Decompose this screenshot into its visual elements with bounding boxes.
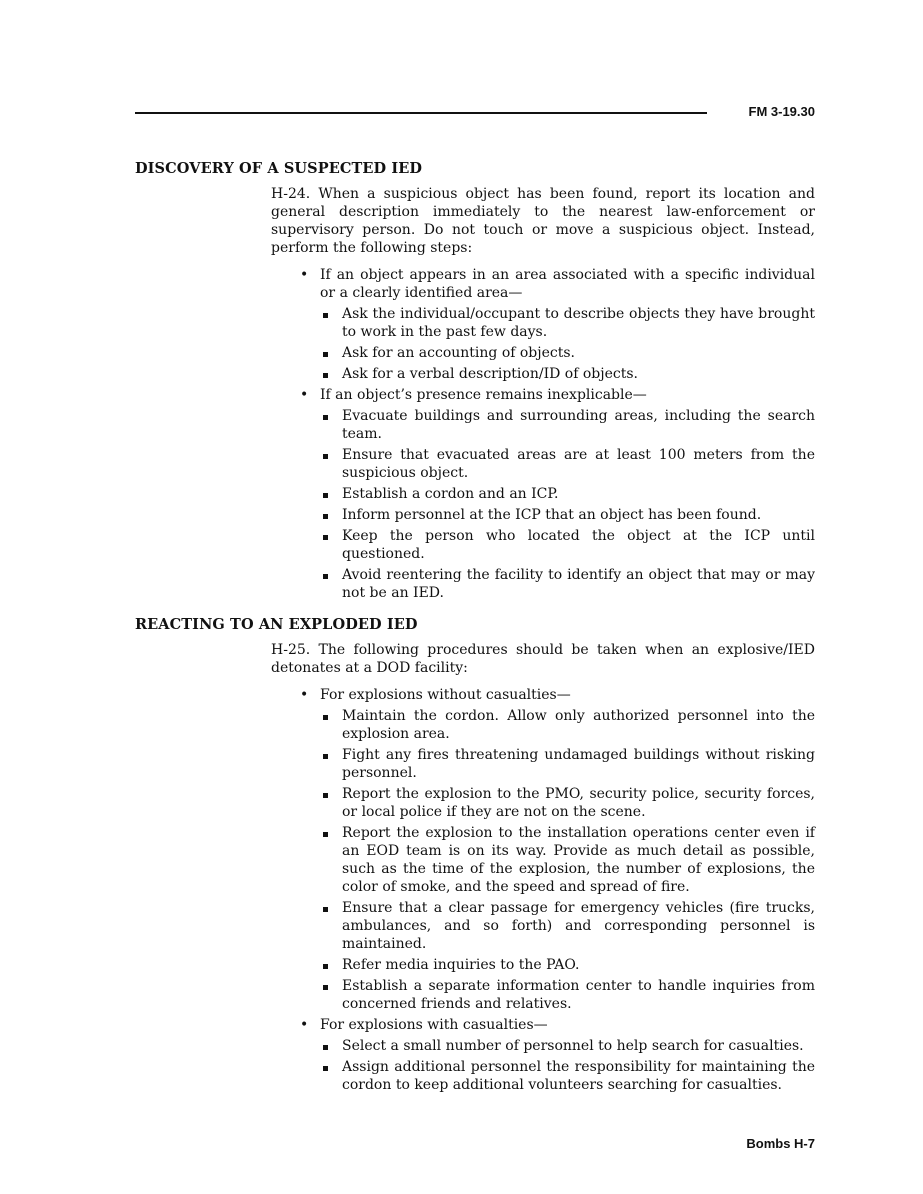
sub-item bbox=[320, 1037, 815, 1055]
sub-item bbox=[320, 1058, 815, 1094]
sub-item bbox=[320, 485, 815, 503]
bullet-text: For explosions without casualties— bbox=[320, 687, 571, 703]
sub-item bbox=[320, 344, 815, 362]
sub-item-text: Keep the person who located the object at the ICP until questioned. bbox=[342, 528, 815, 562]
sub-item-text: Ensure that a clear passage for emergency vehicles (fire trucks, ambulances, and so forth) and corresponding personnel is maintained. bbox=[342, 900, 815, 952]
sub-item-text: Fight any fires threatening undamaged buildings without risking personnel. bbox=[342, 747, 815, 781]
bullet-text: If an object’s presence remains inexplicable— bbox=[320, 387, 647, 403]
sub-item-text: Establish a cordon and an ICP. bbox=[342, 486, 559, 502]
bullet-dot-icon: • bbox=[300, 387, 309, 403]
sub-item-text: Avoid reentering the facility to identify an object that may or may not be an IED. bbox=[342, 567, 815, 601]
square-bullet-icon bbox=[323, 493, 328, 498]
bullet-list-reacting bbox=[298, 686, 815, 1094]
page-content bbox=[0, 160, 923, 1097]
bullet-list-discovery bbox=[298, 266, 815, 602]
sub-item bbox=[320, 977, 815, 1013]
sub-item-text: Report the explosion to the PMO, security police, security forces, or local police if they are not on the scene. bbox=[342, 786, 815, 820]
sub-list bbox=[320, 305, 815, 383]
square-bullet-icon bbox=[323, 535, 328, 540]
square-bullet-icon bbox=[323, 832, 328, 837]
sub-item bbox=[320, 527, 815, 563]
square-bullet-icon bbox=[323, 1045, 328, 1050]
section-heading-discovery: DISCOVERY OF A SUSPECTED IED bbox=[135, 160, 423, 177]
square-bullet-icon bbox=[323, 754, 328, 759]
square-bullet-icon bbox=[323, 985, 328, 990]
square-bullet-icon bbox=[323, 793, 328, 798]
sub-list bbox=[320, 1037, 815, 1094]
sub-item-text: Ask for a verbal description/ID of objects. bbox=[342, 366, 638, 382]
sub-item bbox=[320, 824, 815, 896]
sub-item bbox=[320, 407, 815, 443]
bullet-item bbox=[298, 686, 815, 1013]
sub-item bbox=[320, 746, 815, 782]
sub-item-text: Refer media inquiries to the PAO. bbox=[342, 957, 580, 973]
bullet-dot-icon: • bbox=[300, 1017, 309, 1033]
sub-item-text: Ensure that evacuated areas are at least 100 meters from the suspicious object. bbox=[342, 447, 815, 481]
bullet-item bbox=[298, 1016, 815, 1094]
paragraph-h-24: H-24. When a suspicious object has been found, report its location and general description immediately to the nearest law-enforcement or supervisory person. Do not touch or move a suspicious object. Instead, perform the following steps: bbox=[271, 186, 815, 256]
square-bullet-icon bbox=[323, 415, 328, 420]
sub-item bbox=[320, 446, 815, 482]
square-bullet-icon bbox=[323, 1066, 328, 1071]
square-bullet-icon bbox=[323, 514, 328, 519]
bullet-item bbox=[298, 266, 815, 383]
bullet-text: For explosions with casualties— bbox=[320, 1017, 548, 1033]
running-footer-page-label: Bombs H-7 bbox=[746, 1136, 815, 1151]
paragraph-h-25: H-25. The following procedures should be taken when an explosive/IED detonates at a DOD facility: bbox=[271, 642, 815, 676]
bullet-text: If an object appears in an area associated with a specific individual or a clearly identified area— bbox=[320, 267, 815, 301]
section-heading-reacting: REACTING TO AN EXPLODED IED bbox=[135, 616, 418, 633]
sub-item-text: Establish a separate information center to handle inquiries from concerned friends and relatives. bbox=[342, 978, 815, 1012]
square-bullet-icon bbox=[323, 574, 328, 579]
sub-item-text: Assign additional personnel the responsibility for maintaining the cordon to keep additional volunteers searching for casualties. bbox=[342, 1059, 815, 1093]
sub-item bbox=[320, 566, 815, 602]
sub-item-text: Report the explosion to the installation operations center even if an EOD team is on its way. Provide as much detail as possible, such as the time of the explosion, the number of explosions, the color of smoke, and the speed and spread of fire. bbox=[342, 825, 815, 895]
square-bullet-icon bbox=[323, 907, 328, 912]
sub-item-text: Ask for an accounting of objects. bbox=[342, 345, 575, 361]
sub-item-text: Evacuate buildings and surrounding areas, including the search team. bbox=[342, 408, 815, 442]
sub-item bbox=[320, 305, 815, 341]
sub-item-text: Ask the individual/occupant to describe objects they have brought to work in the past few days. bbox=[342, 306, 815, 340]
running-header-doc-id: FM 3-19.30 bbox=[748, 104, 815, 119]
square-bullet-icon bbox=[323, 373, 328, 378]
square-bullet-icon bbox=[323, 352, 328, 357]
square-bullet-icon bbox=[323, 964, 328, 969]
square-bullet-icon bbox=[323, 313, 328, 318]
sub-item bbox=[320, 365, 815, 383]
sub-item bbox=[320, 899, 815, 953]
sub-item bbox=[320, 707, 815, 743]
square-bullet-icon bbox=[323, 454, 328, 459]
sub-list bbox=[320, 407, 815, 602]
square-bullet-icon bbox=[323, 715, 328, 720]
bullet-item bbox=[298, 386, 815, 602]
bullet-dot-icon: • bbox=[300, 687, 309, 703]
sub-item-text: Select a small number of personnel to help search for casualties. bbox=[342, 1038, 804, 1054]
bullet-dot-icon: • bbox=[300, 267, 309, 283]
sub-item bbox=[320, 506, 815, 524]
sub-item-text: Maintain the cordon. Allow only authorized personnel into the explosion area. bbox=[342, 708, 815, 742]
sub-item bbox=[320, 785, 815, 821]
header-rule bbox=[135, 112, 707, 114]
sub-item-text: Inform personnel at the ICP that an object has been found. bbox=[342, 507, 762, 523]
sub-item bbox=[320, 956, 815, 974]
sub-list bbox=[320, 707, 815, 1013]
